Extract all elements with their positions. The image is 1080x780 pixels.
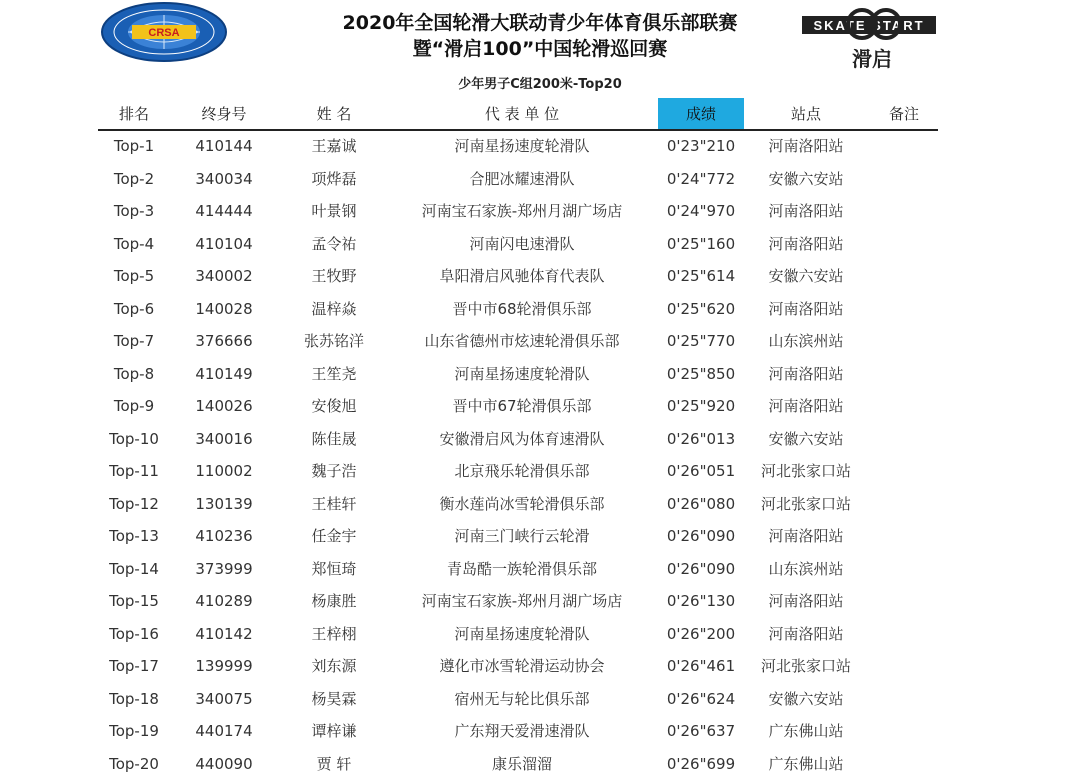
page-title-line2: 暨“滑启100”中国轮滑巡回赛 (0, 34, 1080, 61)
rank-cell: Top-5 (98, 260, 170, 293)
athlete-name-cell: 魏子浩 (290, 455, 378, 488)
note-cell (868, 195, 940, 228)
station-cell: 河北张家口站 (760, 455, 852, 488)
member-id-cell: 376666 (186, 325, 262, 358)
rank-cell: Top-11 (98, 455, 170, 488)
team-cell: 河南星扬速度轮滑队 (392, 358, 652, 391)
rank-cell: Top-17 (98, 650, 170, 683)
station-cell: 安徽六安站 (760, 260, 852, 293)
col-header-station: 站点 (760, 98, 852, 130)
rank-cell: Top-2 (98, 163, 170, 196)
note-cell (868, 390, 940, 423)
score-cell: 0'24"970 (658, 195, 744, 228)
athlete-name-cell: 王梓栩 (290, 618, 378, 651)
skatestart-logo-caption: 滑启 (852, 47, 892, 71)
score-cell: 0'26"200 (658, 618, 744, 651)
note-cell (868, 325, 940, 358)
note-cell (868, 130, 940, 163)
athlete-name-cell: 杨昊霖 (290, 683, 378, 716)
team-cell: 晋中市68轮滑俱乐部 (392, 293, 652, 326)
table-row (0, 260, 1080, 293)
score-cell: 0'26"090 (658, 553, 744, 586)
table-row (0, 358, 1080, 391)
member-id-cell: 340075 (186, 683, 262, 716)
member-id-cell: 440174 (186, 715, 262, 748)
col-header-id: 终身号 (186, 98, 262, 130)
athlete-name-cell: 郑恒琦 (290, 553, 378, 586)
team-cell: 康乐溜溜 (392, 748, 652, 780)
member-id-cell: 139999 (186, 650, 262, 683)
member-id-cell: 340016 (186, 423, 262, 456)
table-row (0, 520, 1080, 553)
table-row (0, 325, 1080, 358)
note-cell (868, 585, 940, 618)
team-cell: 安徽滑启风为体育速滑队 (392, 423, 652, 456)
athlete-name-cell: 孟令祐 (290, 228, 378, 261)
table-row (0, 715, 1080, 748)
score-cell: 0'26"080 (658, 488, 744, 521)
table-row (0, 585, 1080, 618)
team-cell: 阜阳滑启风驰体育代表队 (392, 260, 652, 293)
score-cell: 0'25"770 (658, 325, 744, 358)
team-cell: 北京飛乐轮滑俱乐部 (392, 455, 652, 488)
member-id-cell: 140026 (186, 390, 262, 423)
team-cell: 河南星扬速度轮滑队 (392, 130, 652, 163)
page-title: 2020年全国轮滑大联动青少年体育俱乐部联赛 (0, 8, 1080, 35)
station-cell: 河南洛阳站 (760, 228, 852, 261)
member-id-cell: 130139 (186, 488, 262, 521)
athlete-name-cell: 谭梓谦 (290, 715, 378, 748)
member-id-cell: 410289 (186, 585, 262, 618)
col-header-rank: 排名 (98, 98, 170, 130)
rank-cell: Top-3 (98, 195, 170, 228)
rank-cell: Top-18 (98, 683, 170, 716)
member-id-cell: 410144 (186, 130, 262, 163)
team-cell: 山东省德州市炫速轮滑俱乐部 (392, 325, 652, 358)
member-id-cell: 140028 (186, 293, 262, 326)
athlete-name-cell: 项烨磊 (290, 163, 378, 196)
station-cell: 安徽六安站 (760, 163, 852, 196)
athlete-name-cell: 安俊旭 (290, 390, 378, 423)
results-table-body (0, 130, 1080, 780)
station-cell: 河南洛阳站 (760, 130, 852, 163)
score-cell: 0'26"090 (658, 520, 744, 553)
table-row (0, 683, 1080, 716)
score-cell: 0'26"624 (658, 683, 744, 716)
score-cell: 0'25"920 (658, 390, 744, 423)
score-cell: 0'23"210 (658, 130, 744, 163)
note-cell (868, 358, 940, 391)
table-row (0, 455, 1080, 488)
table-row (0, 618, 1080, 651)
col-header-name: 姓 名 (290, 98, 378, 130)
station-cell: 广东佛山站 (760, 715, 852, 748)
score-cell: 0'26"461 (658, 650, 744, 683)
score-cell: 0'26"637 (658, 715, 744, 748)
athlete-name-cell: 王牧野 (290, 260, 378, 293)
note-cell (868, 293, 940, 326)
station-cell: 河南洛阳站 (760, 195, 852, 228)
rank-cell: Top-9 (98, 390, 170, 423)
team-cell: 河南宝石家族-郑州月湖广场店 (392, 195, 652, 228)
member-id-cell: 373999 (186, 553, 262, 586)
rank-cell: Top-6 (98, 293, 170, 326)
table-row (0, 650, 1080, 683)
athlete-name-cell: 陈佳晟 (290, 423, 378, 456)
athlete-name-cell: 叶景钢 (290, 195, 378, 228)
table-header (0, 98, 1080, 130)
member-id-cell: 410236 (186, 520, 262, 553)
score-cell: 0'25"614 (658, 260, 744, 293)
station-cell: 河南洛阳站 (760, 390, 852, 423)
rank-cell: Top-19 (98, 715, 170, 748)
score-cell: 0'26"699 (658, 748, 744, 780)
score-cell: 0'25"620 (658, 293, 744, 326)
note-cell (868, 715, 940, 748)
member-id-cell: 410149 (186, 358, 262, 391)
table-row (0, 293, 1080, 326)
team-cell: 河南三门峡行云轮滑 (392, 520, 652, 553)
note-cell (868, 228, 940, 261)
table-row (0, 423, 1080, 456)
station-cell: 河南洛阳站 (760, 293, 852, 326)
table-row (0, 390, 1080, 423)
station-cell: 河南洛阳站 (760, 585, 852, 618)
station-cell: 山东滨州站 (760, 325, 852, 358)
rank-cell: Top-13 (98, 520, 170, 553)
athlete-name-cell: 王笙尧 (290, 358, 378, 391)
score-cell: 0'26"013 (658, 423, 744, 456)
member-id-cell: 440090 (186, 748, 262, 780)
table-row (0, 163, 1080, 196)
team-cell: 宿州无与轮比俱乐部 (392, 683, 652, 716)
note-cell (868, 455, 940, 488)
col-header-score: 成绩 (658, 98, 744, 130)
member-id-cell: 340034 (186, 163, 262, 196)
athlete-name-cell: 刘东源 (290, 650, 378, 683)
rank-cell: Top-1 (98, 130, 170, 163)
rank-cell: Top-8 (98, 358, 170, 391)
rank-cell: Top-4 (98, 228, 170, 261)
rank-cell: Top-12 (98, 488, 170, 521)
score-cell: 0'25"850 (658, 358, 744, 391)
rank-cell: Top-7 (98, 325, 170, 358)
member-id-cell: 110002 (186, 455, 262, 488)
note-cell (868, 650, 940, 683)
station-cell: 广东佛山站 (760, 748, 852, 780)
member-id-cell: 410104 (186, 228, 262, 261)
station-cell: 河北张家口站 (760, 650, 852, 683)
table-row (0, 228, 1080, 261)
athlete-name-cell: 杨康胜 (290, 585, 378, 618)
team-cell: 河南宝石家族-郑州月湖广场店 (392, 585, 652, 618)
rank-cell: Top-10 (98, 423, 170, 456)
member-id-cell: 410142 (186, 618, 262, 651)
note-cell (868, 260, 940, 293)
station-cell: 安徽六安站 (760, 423, 852, 456)
athlete-name-cell: 王桂轩 (290, 488, 378, 521)
athlete-name-cell: 任金宇 (290, 520, 378, 553)
table-row (0, 488, 1080, 521)
score-cell: 0'25"160 (658, 228, 744, 261)
note-cell (868, 423, 940, 456)
member-id-cell: 414444 (186, 195, 262, 228)
team-cell: 青岛酷一族轮滑俱乐部 (392, 553, 652, 586)
rank-cell: Top-16 (98, 618, 170, 651)
note-cell (868, 163, 940, 196)
score-cell: 0'24"772 (658, 163, 744, 196)
station-cell: 河北张家口站 (760, 488, 852, 521)
note-cell (868, 683, 940, 716)
table-row (0, 195, 1080, 228)
member-id-cell: 340002 (186, 260, 262, 293)
note-cell (868, 553, 940, 586)
athlete-name-cell: 温梓焱 (290, 293, 378, 326)
team-cell: 河南闪电速滑队 (392, 228, 652, 261)
team-cell: 衡水莲尚冰雪轮滑俱乐部 (392, 488, 652, 521)
table-caption: 少年男子C组200米-Top20 (0, 73, 1080, 92)
athlete-name-cell: 王嘉诚 (290, 130, 378, 163)
station-cell: 河南洛阳站 (760, 520, 852, 553)
rank-cell: Top-20 (98, 748, 170, 780)
score-cell: 0'26"051 (658, 455, 744, 488)
logo-text: CRSA (148, 27, 179, 39)
team-cell: 晋中市67轮滑俱乐部 (392, 390, 652, 423)
team-cell: 广东翔天爱滑速滑队 (392, 715, 652, 748)
station-cell: 河南洛阳站 (760, 358, 852, 391)
table-row (0, 748, 1080, 780)
team-cell: 合肥冰耀速滑队 (392, 163, 652, 196)
note-cell (868, 488, 940, 521)
team-cell: 遵化市冰雪轮滑运动协会 (392, 650, 652, 683)
station-cell: 安徽六安站 (760, 683, 852, 716)
station-cell: 河南洛阳站 (760, 618, 852, 651)
note-cell (868, 520, 940, 553)
station-cell: 山东滨州站 (760, 553, 852, 586)
table-row (0, 130, 1080, 163)
rank-cell: Top-15 (98, 585, 170, 618)
col-header-note: 备注 (868, 98, 940, 130)
team-cell: 河南星扬速度轮滑队 (392, 618, 652, 651)
table-row (0, 553, 1080, 586)
rank-cell: Top-14 (98, 553, 170, 586)
note-cell (868, 618, 940, 651)
athlete-name-cell: 贾 轩 (290, 748, 378, 780)
col-header-unit: 代 表 单 位 (392, 98, 652, 130)
note-cell (868, 748, 940, 780)
skatestart-logo-text: SKATE START (813, 18, 924, 33)
score-cell: 0'26"130 (658, 585, 744, 618)
athlete-name-cell: 张苏铭洋 (290, 325, 378, 358)
